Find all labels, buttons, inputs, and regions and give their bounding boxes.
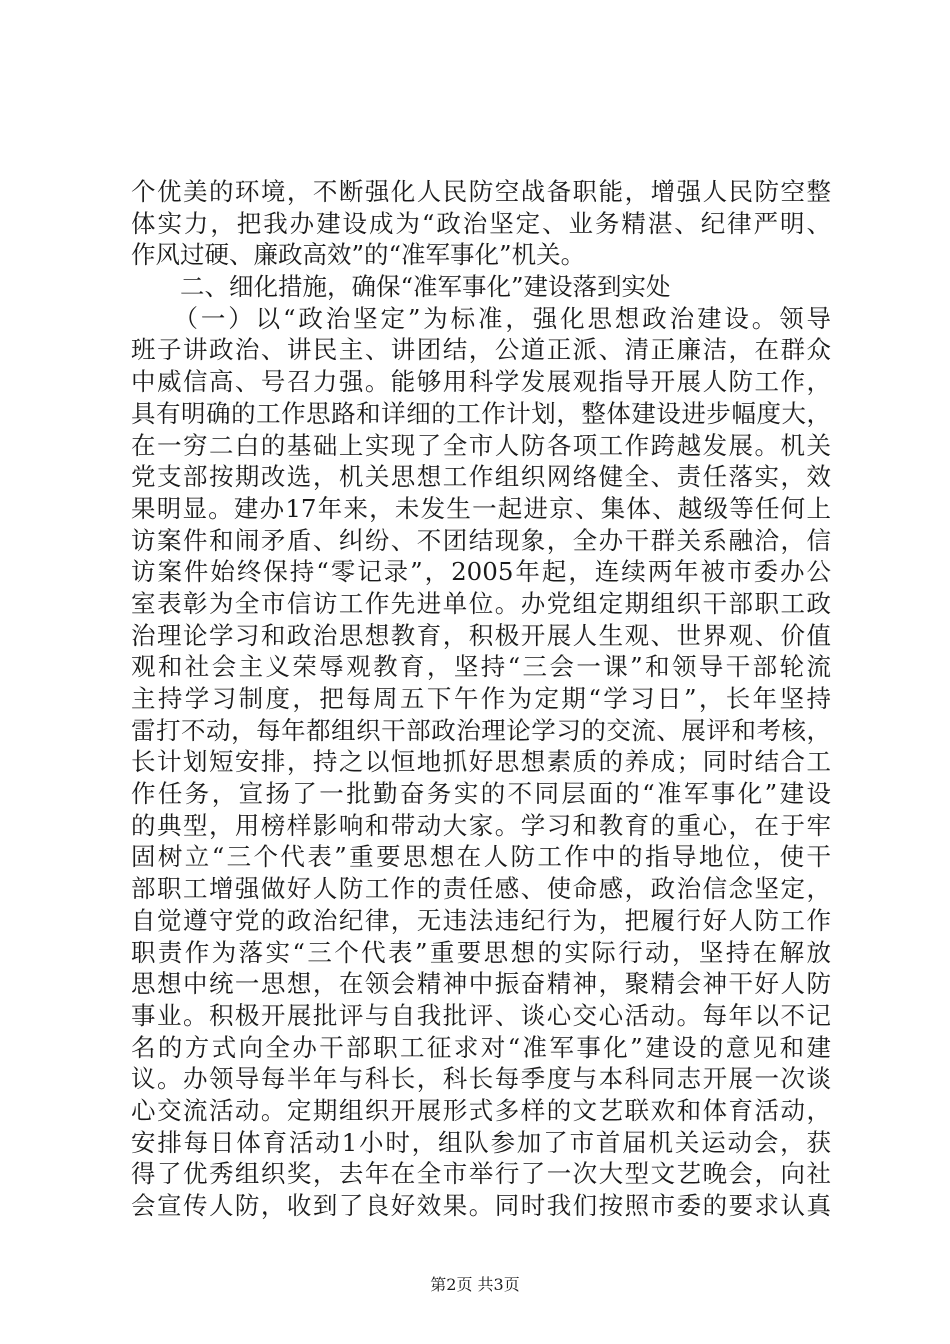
text-line: 二、细化措施，确保“准军事化”建设落到实处 <box>131 272 671 302</box>
text-line: 访案件始终保持“零记录”，2005年起，连续两年被市委办公 <box>131 557 831 587</box>
text-line: 雷打不动，每年都组织干部政治理论学习的交流、展评和考核， <box>131 715 831 745</box>
text-line: 作任务，宣扬了一批勤奋务实的不同层面的“准军事化”建设 <box>131 779 831 809</box>
text-line: 的典型，用榜样影响和带动大家。学习和教育的重心，在于牢 <box>131 810 831 840</box>
page-footer: 第2页 共3页 <box>430 1275 520 1294</box>
text-line: 访案件和闹矛盾、纠纷、不团结现象，全办干群关系融洽，信 <box>131 525 831 555</box>
text-line: 作风过硬、廉政高效”的“准军事化”机关。 <box>131 240 586 270</box>
text-line: 班子讲政治、讲民主、讲团结，公道正派、清正廉洁，在群众 <box>131 335 831 365</box>
text-line: 得了优秀组织奖，去年在全市举行了一次大型文艺晚会，向社 <box>131 1159 831 1189</box>
text-line: 固树立“三个代表”重要思想在人防工作中的指导地位，使干 <box>131 842 831 872</box>
text-line: 长计划短安排，持之以恒地抓好思想素质的养成；同时结合工 <box>131 747 831 777</box>
text-line: 思想中统一思想，在领会精神中振奋精神，聚精会神干好人防 <box>131 969 831 999</box>
text-line: 部职工增强做好人防工作的责任感、使命感，政治信念坚定， <box>131 874 831 904</box>
text-line: 观和社会主义荣辱观教育，坚持“三会一课”和领导干部轮流 <box>131 652 831 682</box>
text-line: 自觉遵守党的政治纪律，无违法违纪行为，把履行好人防工作 <box>131 905 831 935</box>
text-line: 职责作为落实“三个代表”重要思想的实际行动，坚持在解放 <box>131 937 831 967</box>
text-line: （一）以“政治坚定”为标准，强化思想政治建设。领导 <box>131 303 831 333</box>
text-line: 中威信高、号召力强。能够用科学发展观指导开展人防工作， <box>131 367 831 397</box>
text-line: 个优美的环境，不断强化人民防空战备职能，增强人民防空整 <box>131 177 831 206</box>
text-line: 治理论学习和政治思想教育，积极开展人生观、世界观、价值 <box>131 620 831 650</box>
text-line: 具有明确的工作思路和详细的工作计划，整体建设进步幅度大， <box>131 398 831 428</box>
text-line: 心交流活动。定期组织开展形式多样的文艺联欢和体育活动， <box>131 1095 831 1125</box>
text-line: 事业。积极开展批评与自我批评、谈心交心活动。每年以不记 <box>131 1000 831 1030</box>
text-line: 室表彰为全市信访工作先进单位。办党组定期组织干部职工政 <box>131 588 831 618</box>
text-line: 党支部按期改选，机关思想工作组织网络健全、责任落实，效 <box>131 462 831 492</box>
text-line: 名的方式向全办干部职工征求对“准军事化”建设的意见和建 <box>131 1032 831 1062</box>
text-line: 果明显。建办17年来，未发生一起进京、集体、越级等任何上 <box>131 493 831 523</box>
text-line: 在一穷二白的基础上实现了全市人防各项工作跨越发展。机关 <box>131 430 831 460</box>
text-line: 安排每日体育活动1小时，组队参加了市首届机关运动会，获 <box>131 1127 831 1157</box>
text-line: 会宣传人防，收到了良好效果。同时我们按照市委的要求认真 <box>131 1191 831 1220</box>
text-line: 主持学习制度，把每周五下午作为定期“学习日”，长年坚持 <box>131 684 831 713</box>
text-line: 体实力，把我办建设成为“政治坚定、业务精湛、纪律严明、 <box>131 208 831 238</box>
text-line: 议。办领导每半年与科长，科长每季度与本科同志开展一次谈 <box>131 1064 831 1094</box>
document-body <box>131 176 831 1222</box>
